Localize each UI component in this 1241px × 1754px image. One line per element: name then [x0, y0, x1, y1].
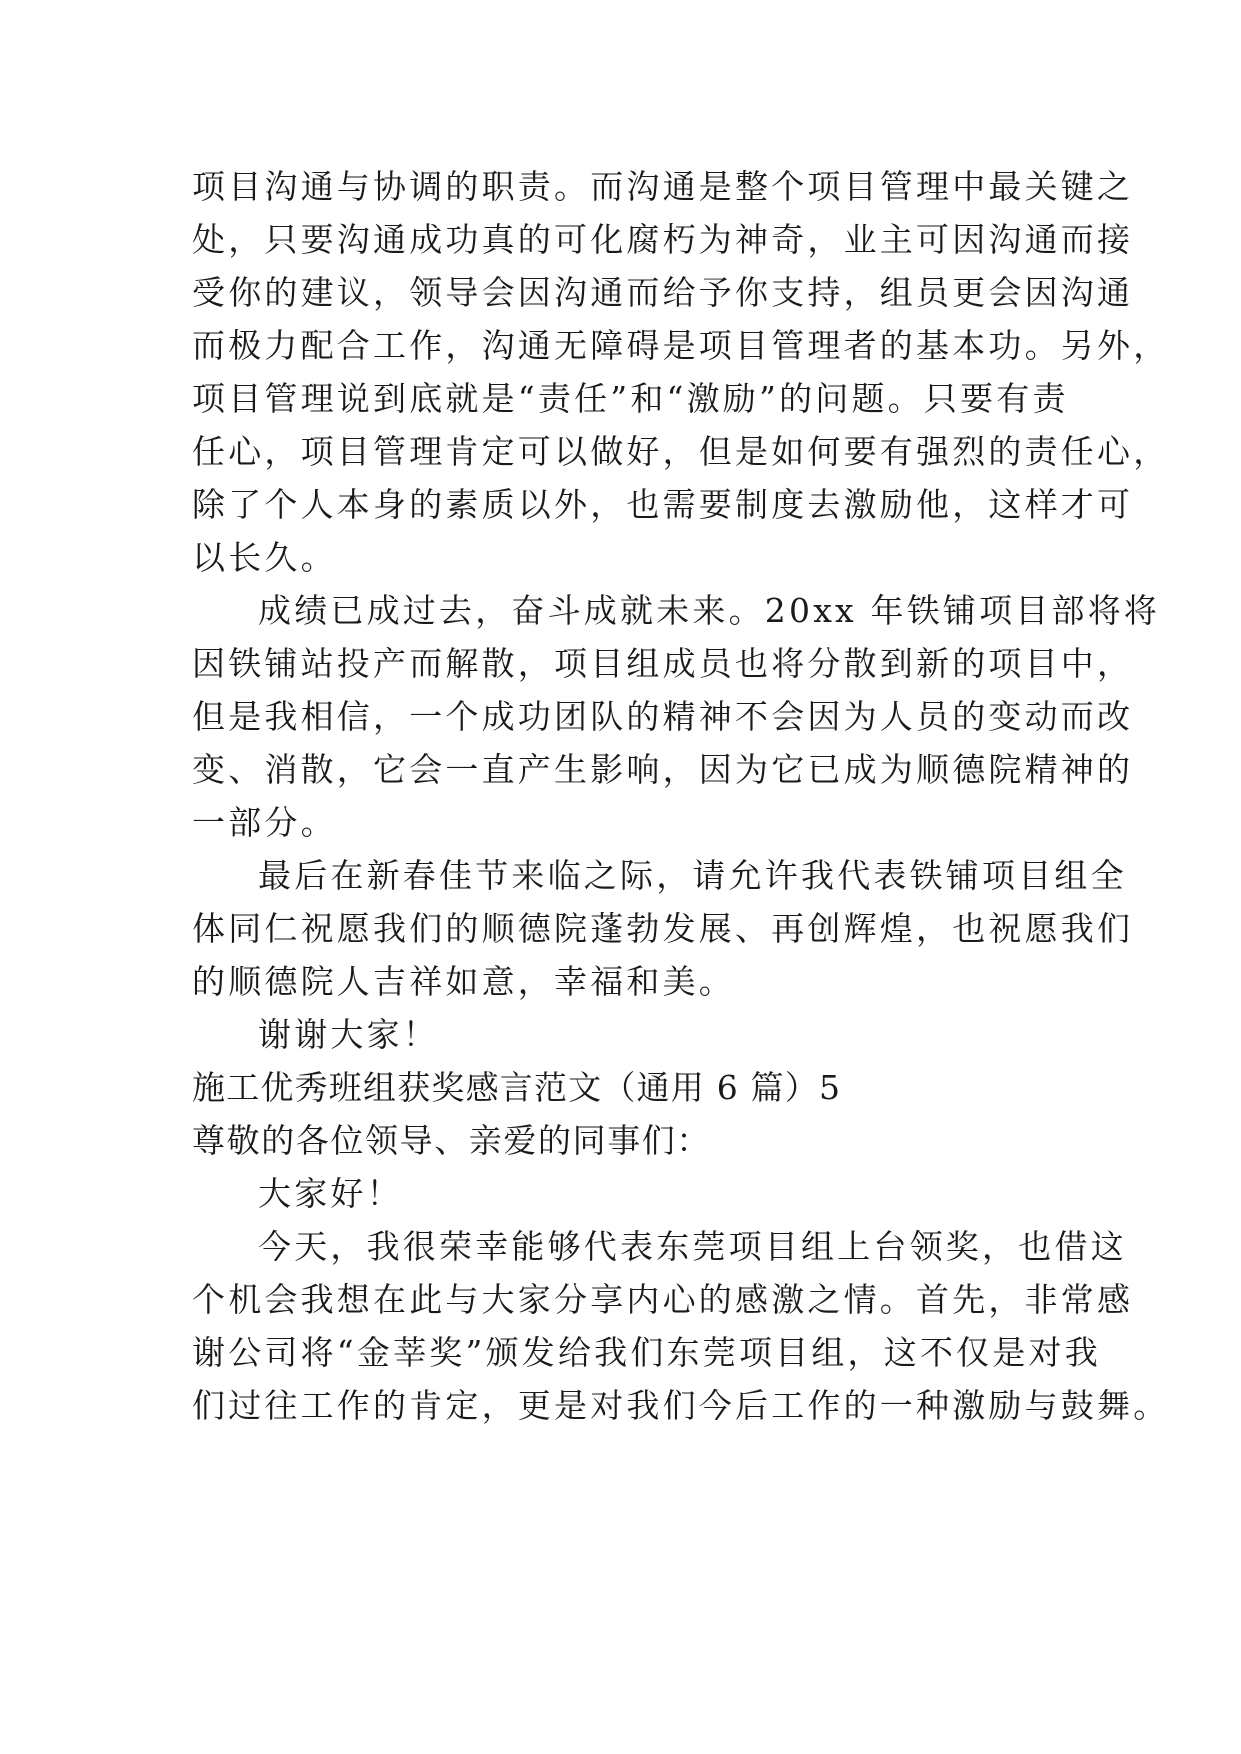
paragraph-first-line: 今天，我很荣幸能够代表东莞项目组上台领奖，也借这 — [258, 1227, 1127, 1266]
salutation: 尊敬的各位领导、亲爱的同事们： — [192, 1121, 711, 1160]
text-line: 变、消散，它会一直产生影响，因为它已成为顺德院精神的 — [192, 750, 1134, 789]
paragraph-first-line: 最后在新春佳节来临之际，请允许我代表铁铺项目组全 — [258, 856, 1127, 895]
text-line: 因铁铺站投产而解散，项目组成员也将分散到新的项目中， — [192, 644, 1134, 683]
text-line: 的顺德院人吉祥如意，幸福和美。 — [192, 962, 735, 1001]
text-line: 任心，项目管理肯定可以做好，但是如何要有强烈的责任心， — [192, 432, 1170, 471]
text-line: 处，只要沟通成功真的可化腐朽为神奇，业主可因沟通而接 — [192, 220, 1134, 259]
text-line: 除了个人本身的素质以外，也需要制度去激励他，这样才可 — [192, 485, 1134, 524]
text-line: 以长久。 — [192, 538, 337, 577]
section-heading: 施工优秀班组获奖感言范文（通用 6 篇）5 — [192, 1068, 842, 1107]
paragraph-first-line: 成绩已成过去，奋斗成就未来。20xx 年铁铺项目部将将 — [258, 591, 1161, 630]
text-line: 谢公司将“金莘奖”颁发给我们东莞项目组，这不仅是对我 — [192, 1333, 1101, 1372]
closing-thanks: 谢谢大家！ — [258, 1015, 439, 1054]
text-line: 而极力配合工作，沟通无障碍是项目管理者的基本功。另外， — [192, 326, 1170, 365]
text-line: 一部分。 — [192, 803, 337, 842]
document-body — [192, 160, 1170, 1432]
text-line: 项目管理说到底就是“责任”和“激励”的问题。只要有责 — [192, 379, 1069, 418]
text-line: 个机会我想在此与大家分享内心的感激之情。首先，非常感 — [192, 1280, 1134, 1319]
greeting: 大家好！ — [258, 1174, 403, 1213]
text-line: 但是我相信，一个成功团队的精神不会因为人员的变动而改 — [192, 697, 1134, 736]
text-line: 受你的建议，领导会因沟通而给予你支持，组员更会因沟通 — [192, 273, 1134, 312]
text-line: 们过往工作的肯定，更是对我们今后工作的一种激励与鼓舞。 — [192, 1386, 1170, 1425]
text-line: 项目沟通与协调的职责。而沟通是整个项目管理中最关键之 — [192, 167, 1134, 206]
text-line: 体同仁祝愿我们的顺德院蓬勃发展、再创辉煌，也祝愿我们 — [192, 909, 1134, 948]
